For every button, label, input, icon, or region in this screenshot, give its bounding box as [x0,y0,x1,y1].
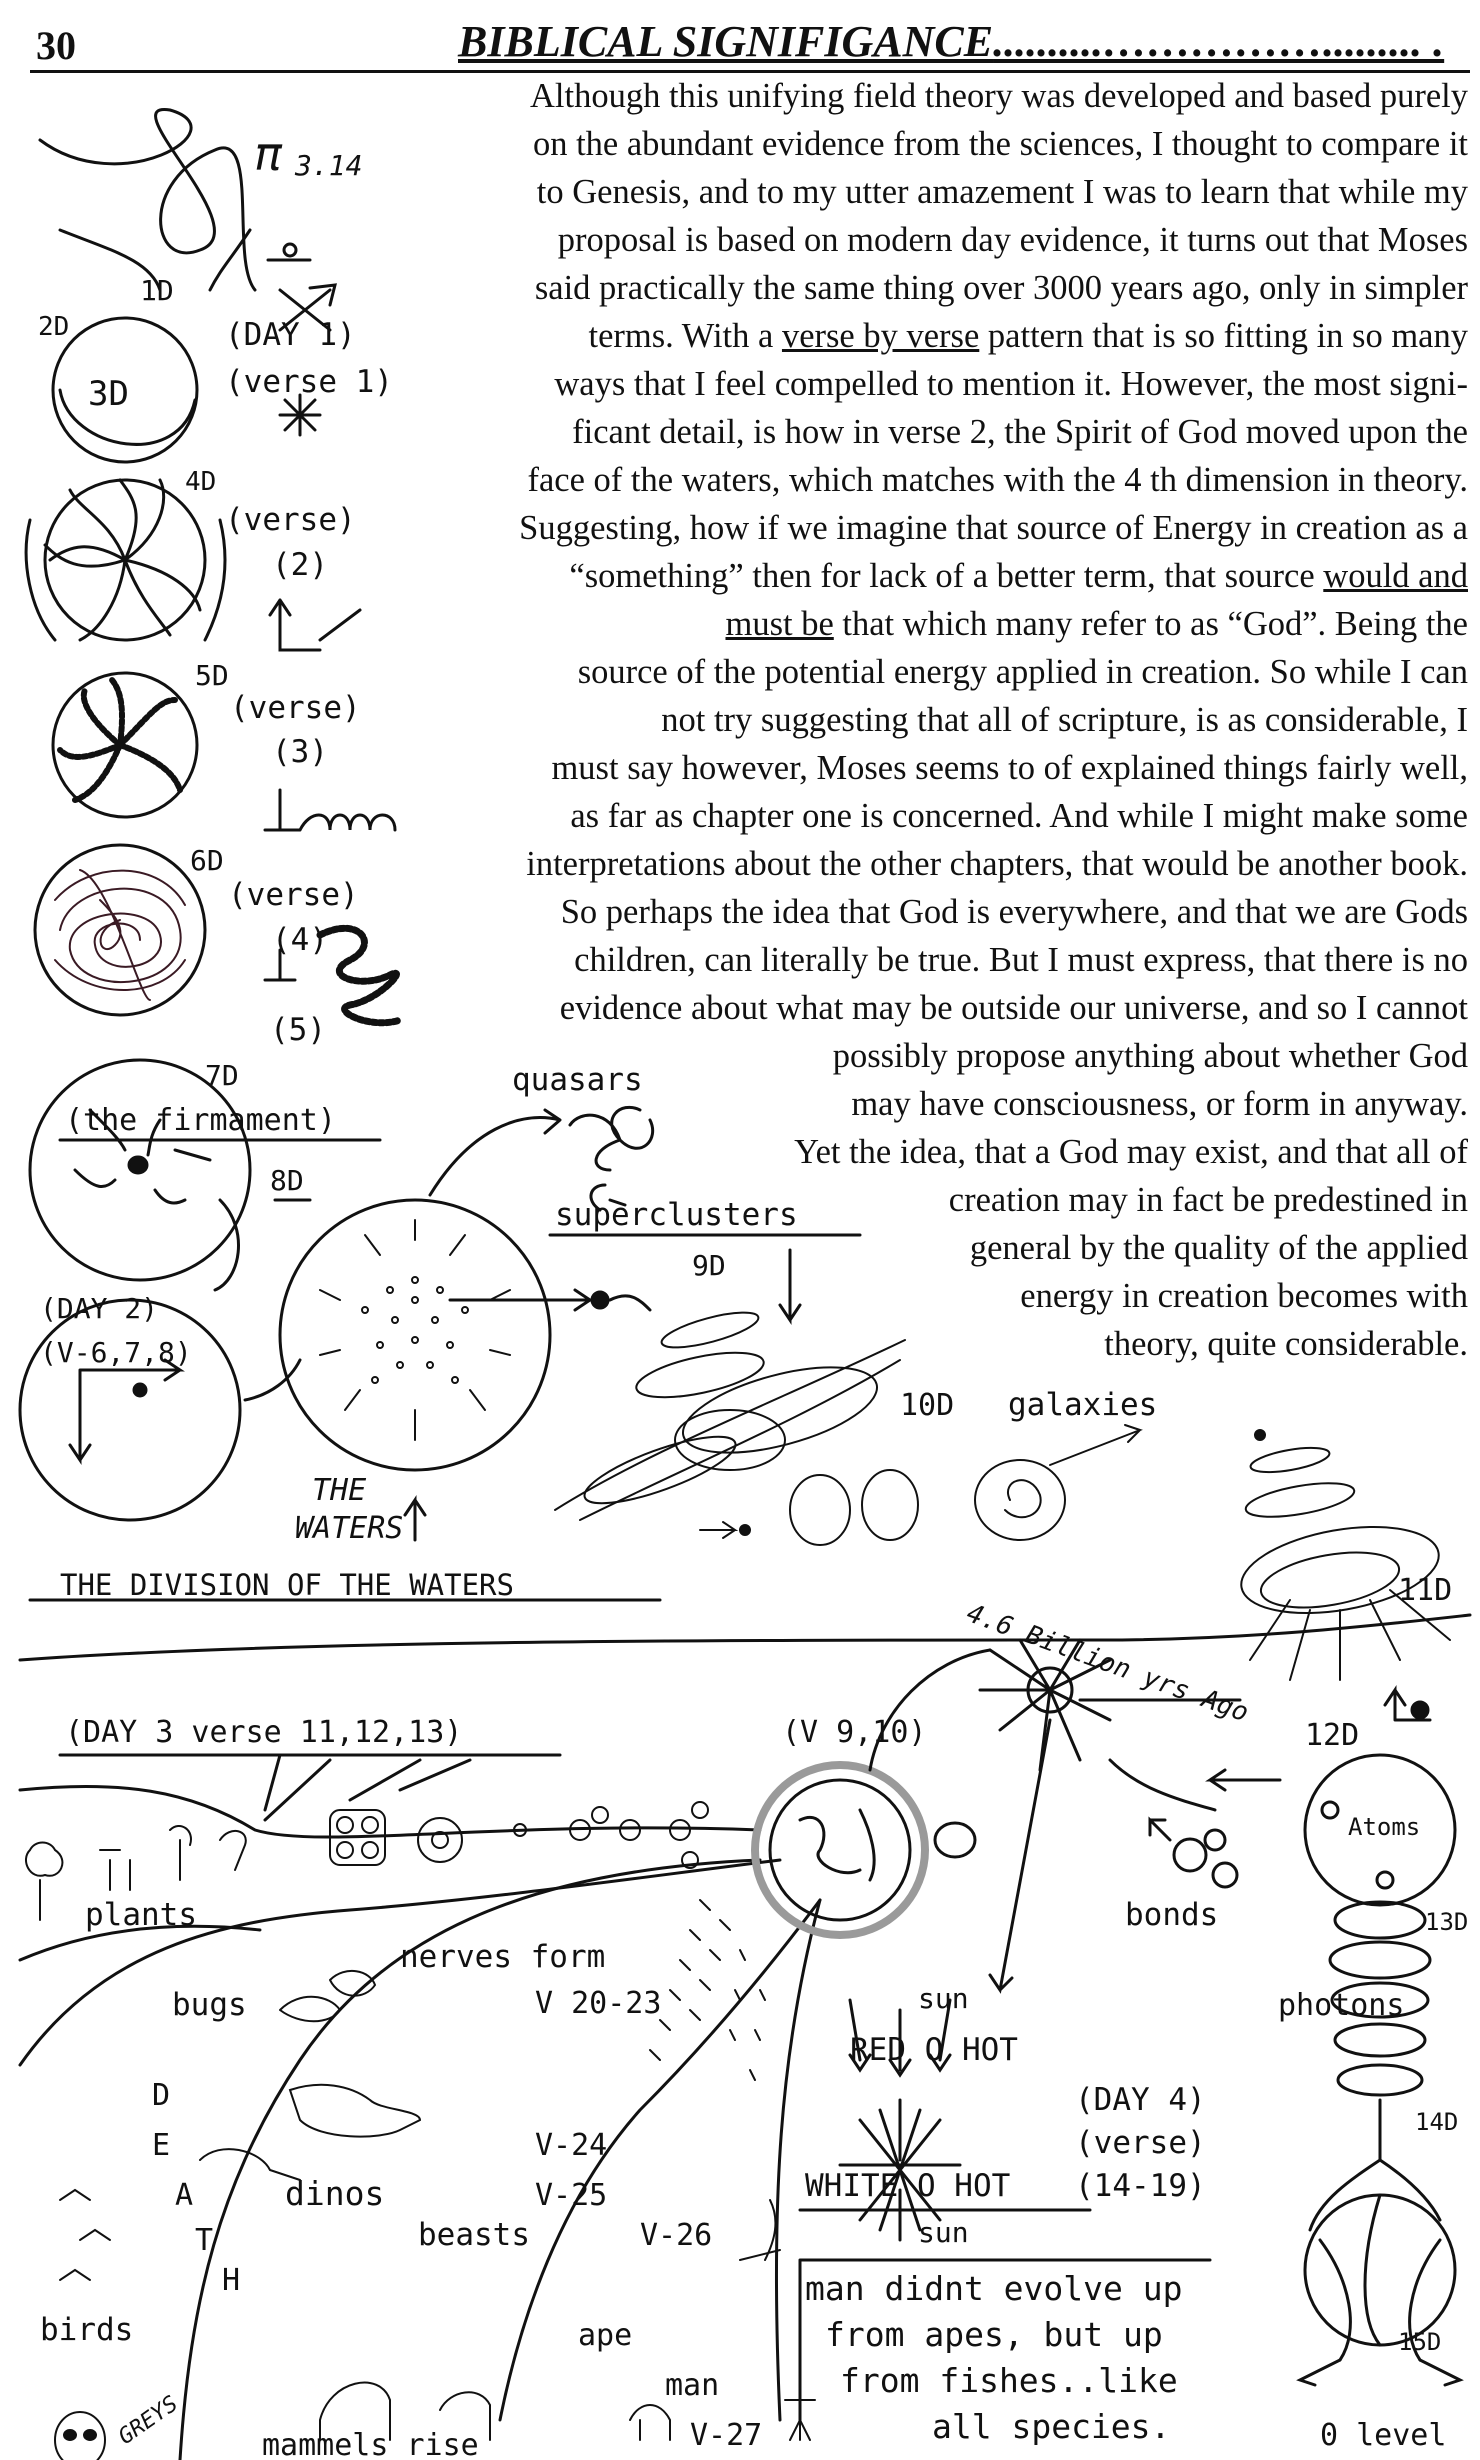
body-line: evidence about what may be outside our universe, and so I cannot [559,989,1468,1027]
dimension-7-firmament [30,1060,250,1290]
man-note-line-4: all species. [932,2407,1171,2446]
billion-years-label: 4.6 Billion yrs Ago [962,1598,1253,1729]
dimension-11-label: 11D [1398,1573,1453,1608]
greys-label: GREYS [114,2391,183,2450]
white-hot-label: WHITE O HOT [805,2168,1011,2204]
dimension-1-label: 1D [140,274,174,307]
body-line: must say however, Moses seems to of explained things fairly well, [551,749,1468,787]
pi-value-label: 3.14 [295,149,363,182]
earth-letter-d: D [152,2078,171,2113]
v25-label: V-25 [535,2178,608,2213]
v27-label: V-27 [690,2418,763,2453]
superclusters-label: superclusters [555,1197,798,1233]
verse-number-4: (4) [272,922,328,958]
body-line: energy in creation becomes with [1020,1277,1468,1315]
division-label: THE DIVISION OF THE WATERS [60,1568,514,1602]
firmament-label: (the firmament) [65,1103,336,1138]
day3-label: (DAY 3 verse 11,12,13) [65,1715,463,1750]
day4-verse-label: (verse) [1075,2125,1206,2161]
the-waters-label-2: WATERS [295,1511,404,1546]
dimension-7-label: 7D [205,1059,239,1092]
body-line: on the abundant evidence from the sciences, I thought to compare it [532,125,1468,163]
photons-label: photons [1278,1988,1405,2023]
dimension-12-label: 12D [1305,1718,1360,1753]
body-text-span: terms. With a [588,317,782,355]
bugs-label: bugs [172,1987,247,2023]
earth-letter-e: E [152,2128,171,2163]
body-line: possibly propose anything about whether God [832,1037,1468,1075]
plants-label: plants [85,1897,197,1933]
birds-label: birds [40,2312,134,2348]
day4-label: (DAY 4) [1075,2082,1206,2118]
body-line: creation may in fact be predestined in [948,1181,1468,1219]
verse-number-5: (5) [270,1012,326,1048]
dimension-14-label: 14D [1415,2108,1459,2136]
sun-top-label: sun [918,1982,969,2015]
ape-label: ape [578,2318,633,2353]
dimension-15-label: 15D [1398,2328,1442,2356]
body-line: face of the waters, which matches with the 4 th dimension in theory. [527,461,1468,499]
atoms-photons-spiral [1150,1690,1460,2385]
nerves-form-label: nerves form [400,1939,606,1975]
body-line: may have consciousness, or form in anyway. [851,1085,1468,1123]
body-line: Suggesting, how if we imagine that source of Energy in creation as a [519,509,1468,547]
v910-label: (V 9,10) [782,1715,927,1750]
body-line: Although this unifying field theory was developed and based purely [529,77,1468,115]
page-title-dots: ..........……………......... . [993,17,1445,66]
body-text-span: that which many refer to as “God”. Being the [833,605,1468,643]
tree-branch [776,1900,820,2420]
underlined-phrase: would and [1323,557,1468,595]
pi-label: π [255,127,283,181]
dimension-2-label: 2D [38,312,70,342]
man-note-line-3: from fishes..like [840,2361,1178,2400]
earth-letter-a: A [175,2178,194,2213]
body-line: said practically the same thing over 3000 years ago, only in simpler [534,269,1468,307]
page-number: 30 [36,23,76,68]
bonds-label: bonds [1125,1897,1219,1933]
earth-letter-t: T [195,2223,214,2258]
body-text-span: “something” then for lack of a better term, that source [569,557,1315,595]
verse-number-2: (2) [272,547,328,583]
verse-label-a: (verse) [225,502,356,538]
body-line: ways that I feel compelled to mention it. However, the most signi- [554,365,1468,403]
day1-label: (DAY 1) [225,317,356,353]
verse-label-c: (verse) [228,877,359,913]
verse-number-3: (3) [272,734,328,770]
supercluster-arrow [780,1250,800,1320]
day4-range-label: (14-19) [1075,2168,1206,2204]
horizon-line [20,1615,1470,1660]
body-text-span: pattern that is so fitting in so many [979,317,1468,355]
body-line: general by the quality of the applied [969,1229,1468,1267]
underlined-phrase: must be [725,605,834,643]
dimension-9-label: 9D [692,1249,726,1282]
dimension-1-3-sketch [40,109,335,462]
atoms-label: Atoms [1348,1813,1421,1841]
body-line: proposal is based on modern day evidence, it turns out that Moses [557,221,1468,259]
dimension-3-label: 3D [88,374,129,414]
dimension-5-label: 5D [195,659,229,692]
ground-line [20,1786,760,1837]
dimension-10-label: 10D [900,1388,955,1423]
body-line: source of the potential energy applied in creation. So while I can [577,653,1468,691]
body-line: theory, quite considerable. [1104,1325,1468,1363]
v678-label: (V-6,7,8) [40,1336,192,1369]
v24-label: V-24 [535,2128,608,2163]
earth-globe [755,1765,975,1935]
dimension-4-label: 4D [185,467,217,497]
dimension-6-label: 6D [190,844,224,877]
man-note-line-2: from apes, but up [825,2315,1163,2354]
body-line: children, can literally be true. But I must express, that there is no [574,941,1468,979]
page-title-text: BIBLICAL SIGNIFIGANCE [458,17,994,66]
body-line: interpretations about the other chapters, that would be another book. [526,845,1468,883]
sun-bottom-label: sun [918,2216,969,2249]
verse1-label: (verse 1) [225,364,393,400]
body-line: not try suggesting that all of scripture, is as considerable, I [661,701,1468,739]
verse-label-b: (verse) [230,690,361,726]
dinos-label: dinos [285,2174,385,2213]
underlined-phrase: verse by verse [781,317,980,355]
body-line: So perhaps the idea that God is everywhere, and that we are Gods [560,893,1468,931]
red-hot-label: RED O HOT [850,2032,1018,2068]
man-note-line-1: man didnt evolve up [805,2269,1183,2308]
the-waters-label-1: THE [312,1473,367,1508]
dimension-13-label: 13D [1425,1908,1469,1936]
body-line: Yet the idea, that a God may exist, and that all of [794,1133,1468,1171]
zero-level-label: 0 level [1320,2418,1447,2453]
axes-circle [20,1300,300,1520]
dimension-8-label: 8D [270,1164,304,1197]
mammels-rise-label: mammels rise [262,2428,479,2460]
quasars-label: quasars [512,1062,643,1098]
galaxies-label: galaxies [1008,1387,1158,1423]
body-line: as far as chapter one is concerned. And while I might make some [570,797,1468,835]
earth-letter-h: H [222,2263,241,2298]
day2-label: (DAY 2) [40,1292,159,1325]
body-line: to Genesis, and to my utter amazement I was to learn that while my [536,173,1468,211]
beasts-label: beasts [418,2217,530,2253]
v26-label: V-26 [640,2218,713,2253]
man-label: man [665,2368,720,2403]
body-line: ficant detail, is how in verse 2, the Spirit of God moved upon the [572,413,1468,451]
v2023-label: V 20-23 [535,1986,662,2021]
